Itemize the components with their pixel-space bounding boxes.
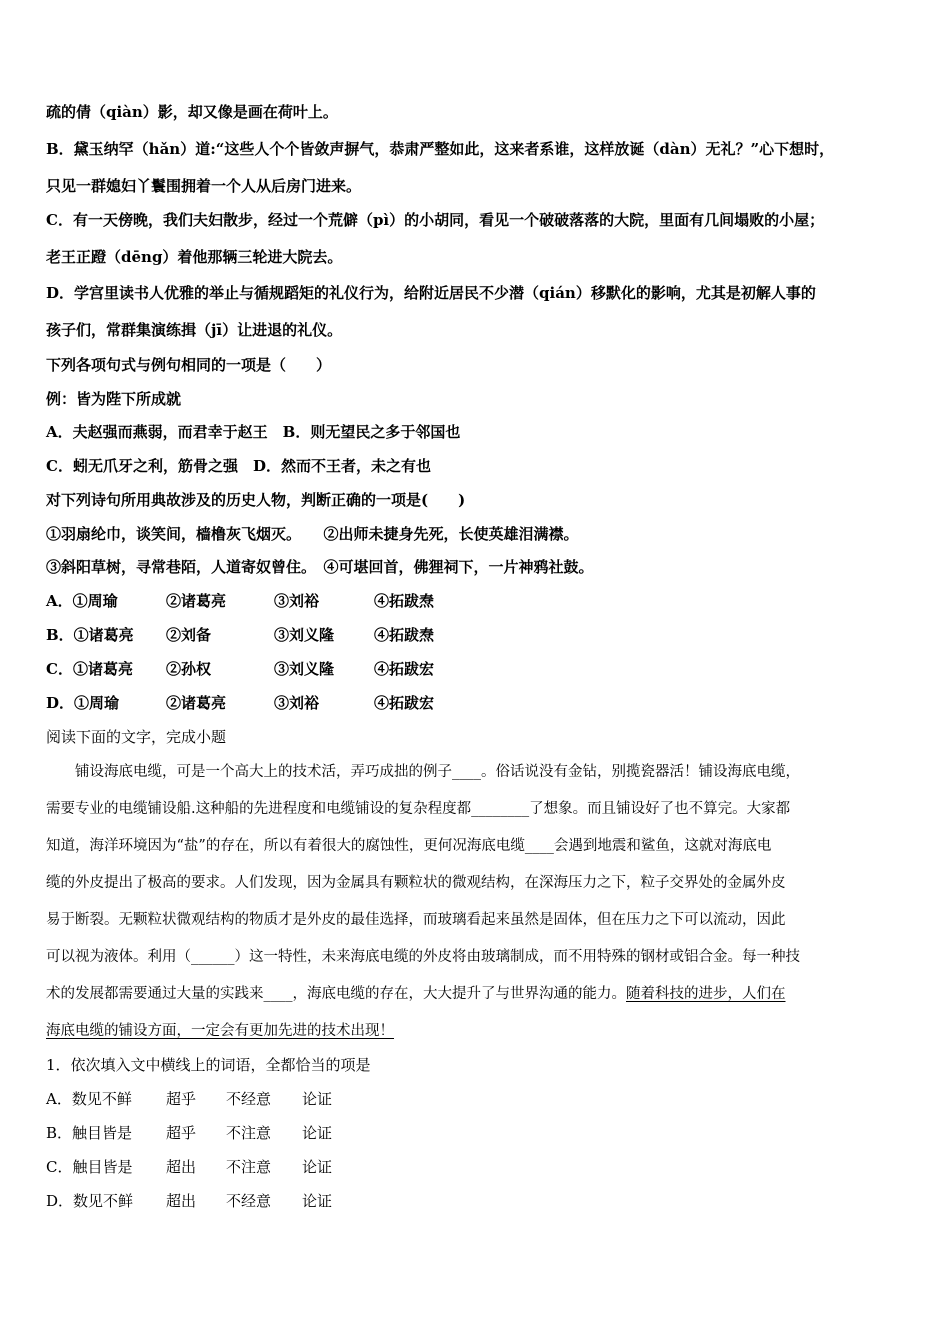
passage-line-4: 缆的外皮提出了极高的要求。人们发现，因为金属具有颗粒状的微观结构，在深海压力之下，粒子交界处的金属外皮 (46, 875, 786, 891)
reading-intro: 阅读下面的文字，完成小题 (46, 728, 227, 746)
poem-option-c (46, 658, 435, 679)
q1-option-d (46, 1190, 333, 1211)
option-col3: ③刘裕 (274, 592, 320, 610)
passage-line-5: 易于断裂。无颗粒状微观结构的物质才是外皮的最佳选择，而玻璃看起来虽然是固体，但在压力之下可以流动，因此 (46, 912, 786, 928)
option-b-line1: B．黛玉纳罕（hǎn）道:“这些人个个皆敛声摒气，恭肃严整如此，这来者系谁，这样放诞（dàn）无礼？”心下想时， (46, 140, 835, 158)
option-col2: ②诸葛亮 (166, 694, 227, 712)
option-col4: 论证 (302, 1124, 333, 1142)
passage-line-7 (46, 982, 786, 1003)
option-col1: D．①周瑜 (46, 694, 120, 712)
poem-question-stem: 对下列诗句所用典故涉及的历史人物，判断正确的一项是( ) (46, 491, 466, 509)
option-col4: 论证 (302, 1158, 333, 1176)
option-col2: ②刘备 (166, 626, 212, 644)
option-col1: D．数见不鲜 (46, 1192, 134, 1210)
underlined-sentence-start: 随着科技的进步，人们在 (626, 986, 786, 1002)
passage-line-1: 铺设海底电缆，可是一个高大上的技术活，弄巧成拙的例子____。俗话说没有金钻，别揽瓷器活！铺设海底电缆， (46, 764, 800, 780)
option-col1: C．触目皆是 (46, 1158, 133, 1176)
q1-option-b (46, 1122, 333, 1143)
option-c-line2: 老王正蹬（dēng）着他那辆三轮进大院去。 (46, 248, 343, 266)
option-col4: 论证 (302, 1090, 333, 1108)
underlined-sentence-end: 海底电缆的铺设方面，一定会有更加先进的技术出现！ (46, 1023, 394, 1039)
option-col3: 不经意 (226, 1090, 272, 1108)
option-col2: ②孙权 (166, 660, 212, 678)
option-col2: 超出 (166, 1192, 197, 1210)
option-col1: B．触目皆是 (46, 1124, 133, 1142)
option-col4: ④拓跋宏 (374, 660, 435, 678)
sentence-question-stem: 下列各项句式与例句相同的一项是（ ） (46, 356, 332, 374)
option-col3: ③刘义隆 (274, 626, 335, 644)
option-col3: ③刘裕 (274, 694, 320, 712)
option-col3: 不注意 (226, 1124, 272, 1142)
option-col1: A．①周瑜 (46, 592, 118, 610)
option-c-line1: C．有一天傍晚，我们夫妇散步，经过一个荒僻（pì）的小胡同，看见一个破破落落的大院，里面有几间塌败的小屋； (46, 211, 825, 229)
option-col4: ④拓跋焘 (374, 626, 435, 644)
option-col2: 超乎 (166, 1090, 197, 1108)
passage-line-3: 知道，海洋环境因为“盐”的存在，所以有着很大的腐蚀性，更何况海底电缆____会遇到地震和鲨鱼，这就对海底电 (46, 838, 772, 854)
option-col4: ④拓跋宏 (374, 694, 435, 712)
option-col4: ④拓跋焘 (374, 592, 435, 610)
option-col1: A．数见不鲜 (46, 1090, 132, 1108)
option-col2: ②诸葛亮 (166, 592, 227, 610)
passage-line-7-text: 术的发展都需要通过大量的实践来____，海底电缆的存在，大大提升了与世界沟通的能力。 (46, 986, 626, 1002)
option-a-tail: 疏的倩（qiàn）影，却又像是画在荷叶上。 (46, 103, 338, 121)
option-col3: 不注意 (226, 1158, 272, 1176)
option-col3: ③刘义隆 (274, 660, 335, 678)
poem-option-d (46, 692, 435, 713)
option-d-line1: D．学宫里读书人优雅的举止与循规蹈矩的礼仪行为，给附近居民不少潜（qián）移默化的影响，尤其是初解人事的 (46, 284, 816, 302)
option-b-line2: 只见一群媳妇丫鬟围拥着一个人从后房门进来。 (46, 177, 362, 195)
option-col2: 超出 (166, 1158, 197, 1176)
question-1-stem: 1．依次填入文中横线上的词语，全都恰当的项是 (46, 1056, 371, 1074)
passage-line-2: 需要专业的电缆铺设船.这种船的先进程度和电缆铺设的复杂程度都________了想象。而且铺设好了也不算完。大家都 (46, 801, 791, 817)
poem-option-a (46, 590, 435, 611)
sentence-options-ab: A．夫赵强而燕弱，而君幸于赵王 B．则无望民之多于邻国也 (46, 423, 461, 441)
sentence-question-example: 例：皆为陛下所成就 (46, 390, 182, 408)
poem-lines-1: ①羽扇纶巾，谈笑间，樯橹灰飞烟灭。 ②出师未捷身先死，长使英雄泪满襟。 (46, 525, 579, 543)
option-d-line2: 孩子们，常群集演练揖（jī）让进退的礼仪。 (46, 321, 343, 339)
passage-line-6: 可以视为液体。利用（______）这一特性，未来海底电缆的外皮将由玻璃制成，而不用特殊的钢材或铝合金。每一种技 (46, 949, 800, 965)
q1-option-c (46, 1156, 333, 1177)
poem-option-b (46, 624, 435, 645)
option-col4: 论证 (302, 1192, 333, 1210)
q1-option-a (46, 1088, 333, 1109)
option-col3: 不经意 (226, 1192, 272, 1210)
sentence-options-cd: C．蚓无爪牙之利，筋骨之强 D．然而不王者，未之有也 (46, 457, 431, 475)
option-col1: B．①诸葛亮 (46, 626, 134, 644)
option-col2: 超乎 (166, 1124, 197, 1142)
poem-lines-2: ③斜阳草树，寻常巷陌，人道寄奴曾住。 ④可堪回首，佛狸祠下，一片神鸦社鼓。 (46, 558, 594, 576)
option-col1: C．①诸葛亮 (46, 660, 133, 678)
